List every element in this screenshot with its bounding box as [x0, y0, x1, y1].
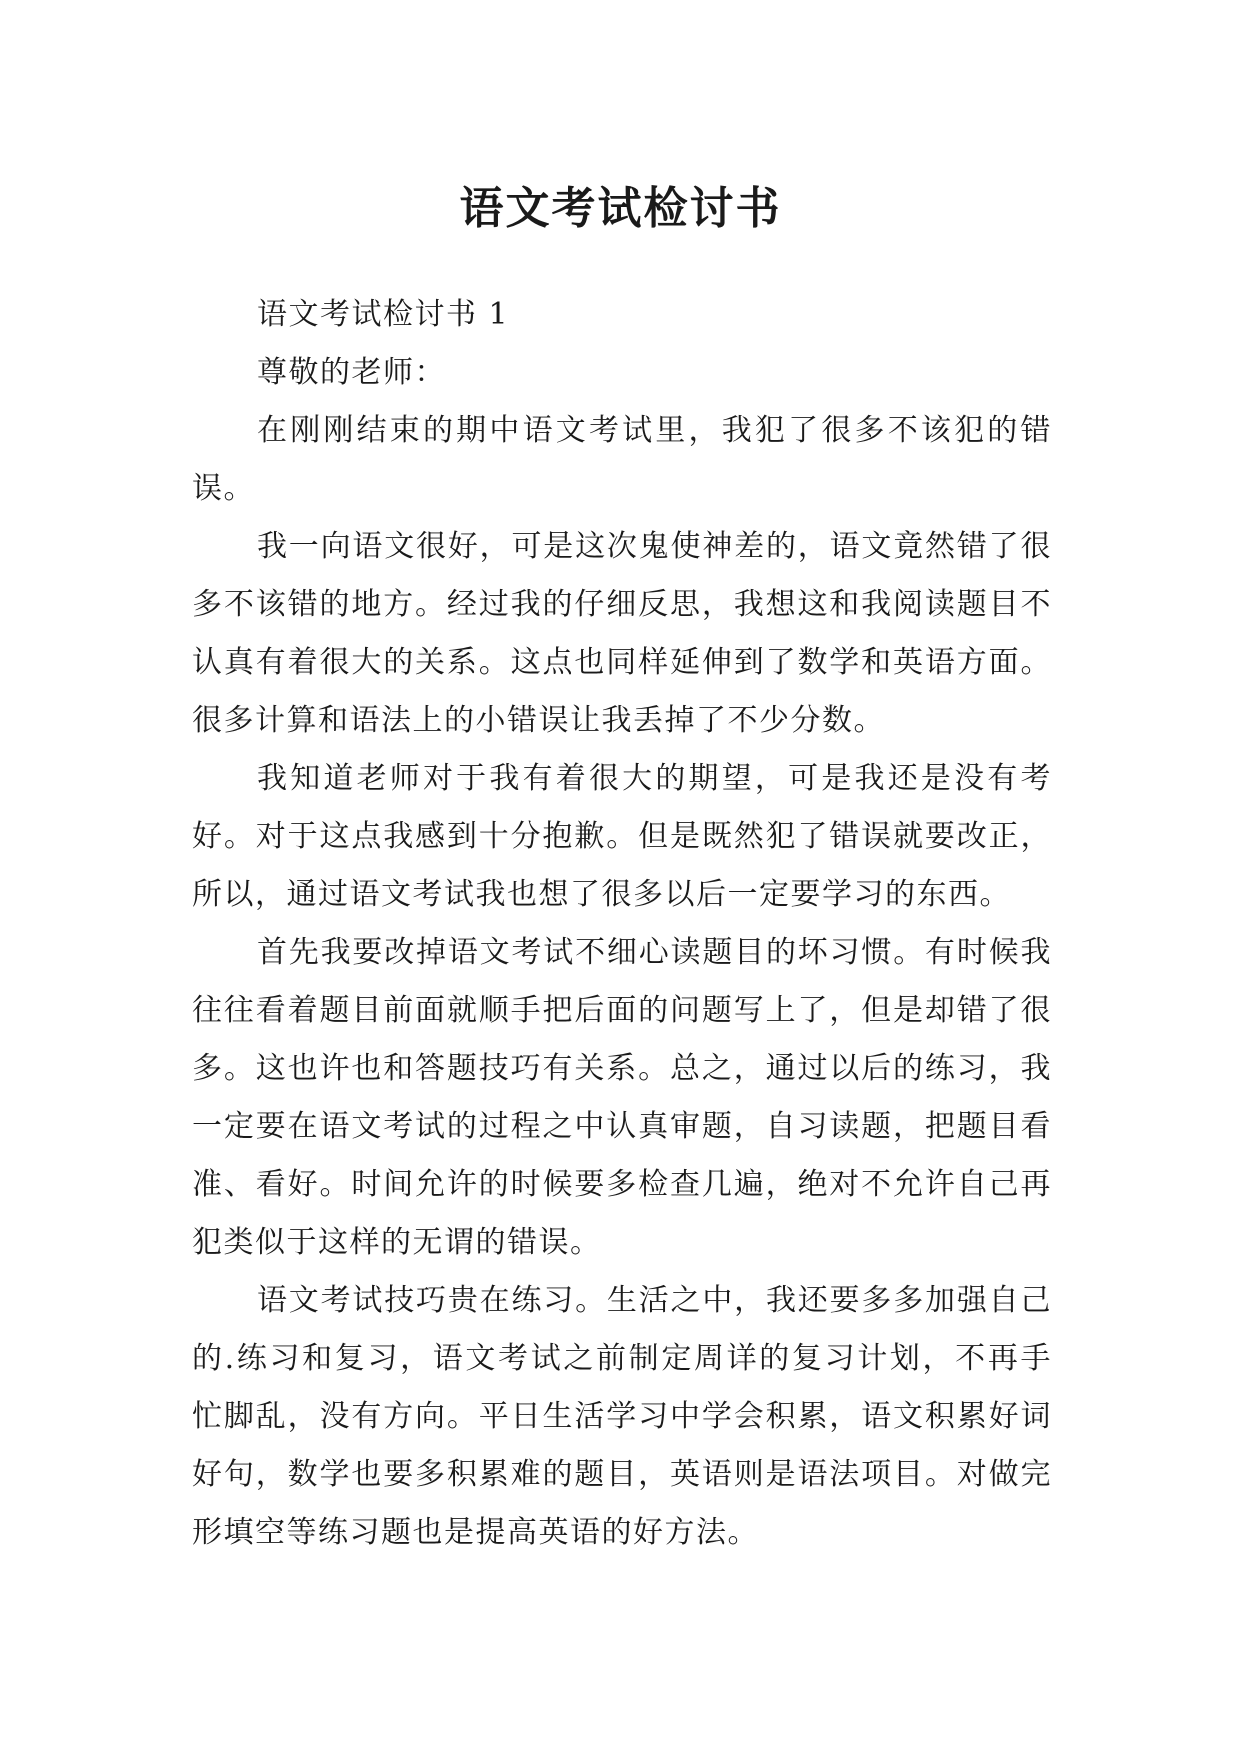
body-paragraph: 在刚刚结束的期中语文考试里，我犯了很多不该犯的错误。 [192, 413, 1052, 506]
section-heading: 语文考试检讨书 1 [257, 297, 510, 332]
salutation: 尊敬的老师： [257, 355, 446, 390]
body-paragraph: 我一向语文很好，可是这次鬼使神差的，语文竟然错了很多不该错的地方。经过我的仔细反思，我想这和我阅读题目不认真有着很大的关系。这点也同样延伸到了数学和英语方面。很多计算和语法上的小错误让我丢掉了不少分数。 [192, 529, 1052, 738]
body-paragraph: 我知道老师对于我有着很大的期望，可是我还是没有考好。对于这点我感到十分抱歉。但是既然犯了错误就要改正，所以，通过语文考试我也想了很多以后一定要学习的东西。 [192, 761, 1052, 912]
document-body [192, 286, 1052, 1562]
body-paragraph: 语文考试技巧贵在练习。生活之中，我还要多多加强自己的.练习和复习，语文考试之前制定周详的复习计划，不再手忙脚乱，没有方向。平日生活学习中学会积累，语文积累好词好句，数学也要多积累难的题目，英语则是语法项目。对做完形填空等练习题也是提高英语的好方法。 [192, 1283, 1052, 1550]
document-title: 语文考试检讨书 [459, 183, 782, 235]
body-paragraph: 首先我要改掉语文考试不细心读题目的坏习惯。有时候我往往看着题目前面就顺手把后面的问题写上了，但是却错了很多。这也许也和答题技巧有关系。总之，通过以后的练习，我一定要在语文考试的过程之中认真审题，自习读题，把题目看准、看好。时间允许的时候要多检查几遍，绝对不允许自己再犯类似于这样的无谓的错误。 [192, 935, 1052, 1260]
